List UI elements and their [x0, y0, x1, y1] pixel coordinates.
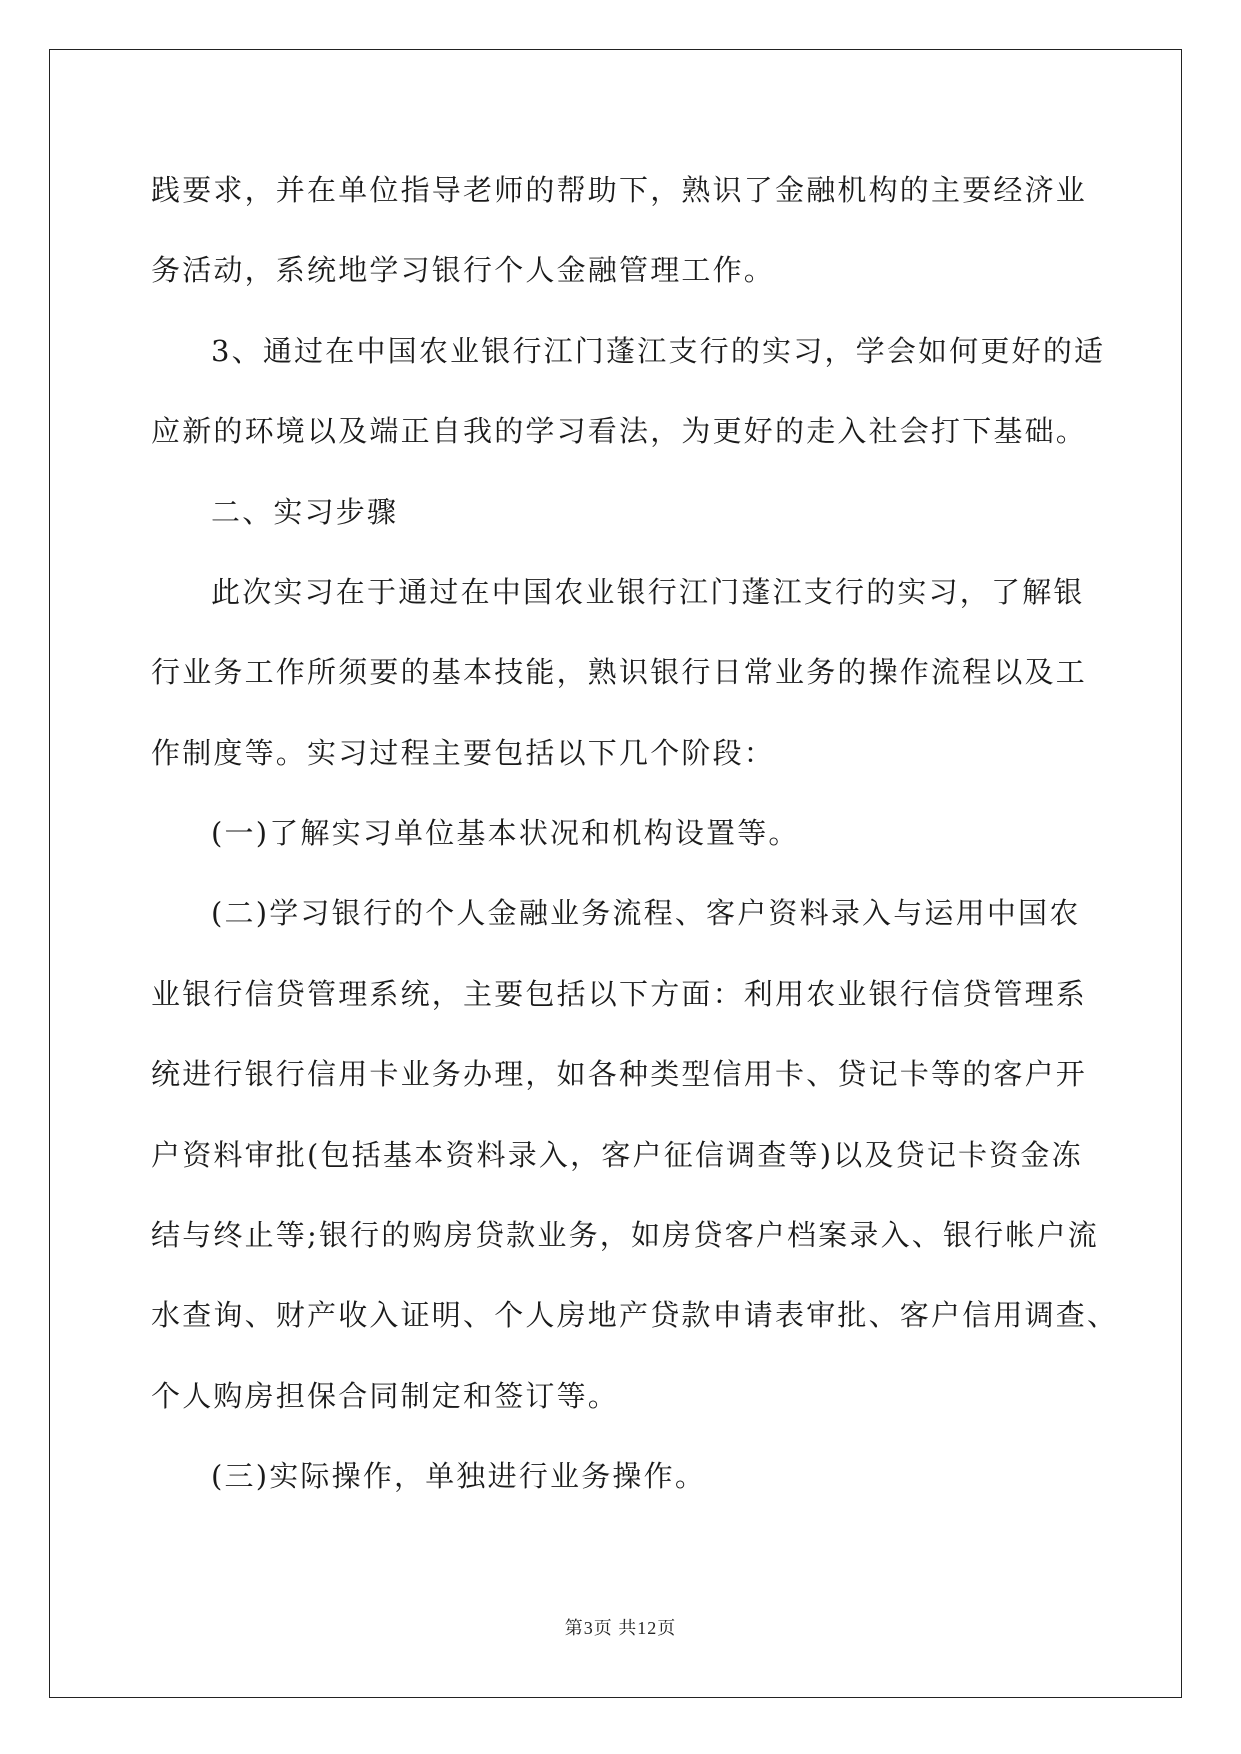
text-line: 作制度等。实习过程主要包括以下几个阶段： — [151, 736, 776, 770]
list-item: (一)了解实习单位基本状况和机构设置等。 — [211, 816, 800, 850]
text-line: 个人购房担保合同制定和签订等。 — [151, 1379, 620, 1413]
section-heading: 二、实习步骤 — [211, 495, 399, 529]
text-line: 3、通过在中国农业银行江门蓬江支行的实习，学会如何更好的适 — [211, 334, 1106, 368]
text-line: 务活动，系统地学习银行个人金融管理工作。 — [151, 253, 776, 287]
text-line: 户资料审批(包括基本资料录入，客户征信调查等)以及贷记卡资金冻 — [151, 1138, 1083, 1172]
list-item: (三)实际操作，单独进行业务操作。 — [211, 1459, 707, 1493]
text-line: 应新的环境以及端正自我的学习看法，为更好的走入社会打下基础。 — [151, 414, 1088, 448]
text-line: 践要求，并在单位指导老师的帮助下，熟识了金融机构的主要经济业 — [151, 173, 1088, 207]
text-line: 结与终止等;银行的购房贷款业务，如房贷客户档案录入、银行帐户流 — [151, 1218, 1099, 1252]
text-line: 行业务工作所须要的基本技能，熟识银行日常业务的操作流程以及工 — [151, 655, 1088, 689]
page-number: 第3页 共12页 — [564, 1618, 677, 1638]
list-item: (二)学习银行的个人金融业务流程、客户资料录入与运用中国农 — [211, 896, 1081, 930]
text-line: 统进行银行信用卡业务办理，如各种类型信用卡、贷记卡等的客户开 — [151, 1057, 1088, 1091]
text-line: 此次实习在于通过在中国农业银行江门蓬江支行的实习，了解银 — [211, 575, 1085, 609]
text-line: 业银行信贷管理系统，主要包括以下方面：利用农业银行信贷管理系 — [151, 977, 1088, 1011]
page-border — [49, 49, 1182, 1698]
text-line: 水查询、财产收入证明、个人房地产贷款申请表审批、客户信用调查、 — [151, 1298, 1119, 1332]
